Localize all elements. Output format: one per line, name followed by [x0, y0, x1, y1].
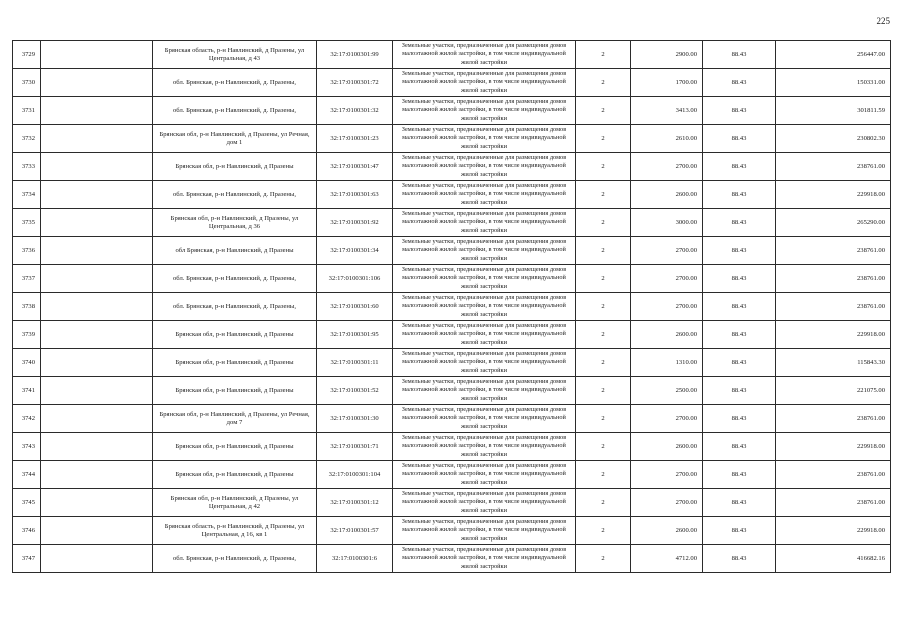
cadastral-value-cell: 238761.00 — [776, 293, 891, 321]
address-cell: Брянская обл, р-н Навлинский, д Празены, ул Центральная, д 42 — [153, 489, 317, 517]
address-cell: обл. Брянская, р-н Навлинский, д. Празены, — [153, 97, 317, 125]
table-row — [13, 433, 891, 461]
group-cell: 2 — [576, 293, 631, 321]
row-number: 3734 — [13, 181, 41, 209]
rate-cell: 88.43 — [703, 41, 776, 69]
row-number: 3733 — [13, 153, 41, 181]
table-row — [13, 125, 891, 153]
cadastral-number-cell: 32:17:0100301:63 — [317, 181, 393, 209]
area-cell: 2700.00 — [631, 265, 703, 293]
address-cell: Брянская обл, р-н Навлинский, д Празены — [153, 349, 317, 377]
cadastral-value-cell: 238761.00 — [776, 265, 891, 293]
address-cell: Брянская обл, р-н Навлинский, д Празены — [153, 153, 317, 181]
spacer-cell — [41, 377, 153, 405]
address-cell: обл. Брянская, р-н Навлинский, д. Празены, — [153, 293, 317, 321]
table-row — [13, 237, 891, 265]
area-cell: 2700.00 — [631, 293, 703, 321]
land-purpose-cell: Земельные участки, предназначенные для размещения домов малоэтажной жилой застройки, в том числе индивидуальной жилой застройки — [393, 97, 576, 125]
area-cell: 2700.00 — [631, 153, 703, 181]
rate-cell: 88.43 — [703, 237, 776, 265]
cadastral-value-cell: 150331.00 — [776, 69, 891, 97]
page-number: 225 — [876, 16, 890, 26]
area-cell: 2700.00 — [631, 405, 703, 433]
land-purpose-cell: Земельные участки, предназначенные для размещения домов малоэтажной жилой застройки, в том числе индивидуальной жилой застройки — [393, 489, 576, 517]
row-number: 3739 — [13, 321, 41, 349]
address-cell: Брянская обл, р-н Навлинский, д Празены — [153, 433, 317, 461]
rate-cell: 88.43 — [703, 433, 776, 461]
row-number: 3736 — [13, 237, 41, 265]
table-row — [13, 265, 891, 293]
cadastral-number-cell: 32:17:0100301:72 — [317, 69, 393, 97]
area-cell: 2600.00 — [631, 433, 703, 461]
rate-cell: 88.43 — [703, 265, 776, 293]
cadastral-value-cell: 229918.00 — [776, 517, 891, 545]
land-purpose-cell: Земельные участки, предназначенные для размещения домов малоэтажной жилой застройки, в том числе индивидуальной жилой застройки — [393, 377, 576, 405]
cadastral-value-cell: 256447.00 — [776, 41, 891, 69]
cadastral-number-cell: 32:17:0100301:11 — [317, 349, 393, 377]
table-row — [13, 461, 891, 489]
row-number: 3743 — [13, 433, 41, 461]
rate-cell: 88.43 — [703, 377, 776, 405]
spacer-cell — [41, 41, 153, 69]
spacer-cell — [41, 433, 153, 461]
group-cell: 2 — [576, 125, 631, 153]
table-row — [13, 321, 891, 349]
spacer-cell — [41, 69, 153, 97]
row-number: 3731 — [13, 97, 41, 125]
cadastral-number-cell: 32:17:0100301:104 — [317, 461, 393, 489]
rate-cell: 88.43 — [703, 125, 776, 153]
spacer-cell — [41, 153, 153, 181]
cadastral-value-cell: 265290.00 — [776, 209, 891, 237]
cadastral-number-cell: 32:17:0100301:34 — [317, 237, 393, 265]
rate-cell: 88.43 — [703, 69, 776, 97]
land-purpose-cell: Земельные участки, предназначенные для размещения домов малоэтажной жилой застройки, в том числе индивидуальной жилой застройки — [393, 181, 576, 209]
cadastral-value-cell: 238761.00 — [776, 489, 891, 517]
row-number: 3741 — [13, 377, 41, 405]
row-number: 3729 — [13, 41, 41, 69]
table-row — [13, 349, 891, 377]
cadastral-value-cell: 238761.00 — [776, 461, 891, 489]
rate-cell: 88.43 — [703, 209, 776, 237]
spacer-cell — [41, 489, 153, 517]
row-number: 3746 — [13, 517, 41, 545]
land-purpose-cell: Земельные участки, предназначенные для размещения домов малоэтажной жилой застройки, в том числе индивидуальной жилой застройки — [393, 265, 576, 293]
land-purpose-cell: Земельные участки, предназначенные для размещения домов малоэтажной жилой застройки, в том числе индивидуальной жилой застройки — [393, 433, 576, 461]
cadastral-number-cell: 32:17:0100301:52 — [317, 377, 393, 405]
table-row — [13, 545, 891, 573]
rate-cell: 88.43 — [703, 97, 776, 125]
table-row — [13, 209, 891, 237]
group-cell: 2 — [576, 321, 631, 349]
rate-cell: 88.43 — [703, 461, 776, 489]
cadastral-value-cell: 221075.00 — [776, 377, 891, 405]
group-cell: 2 — [576, 545, 631, 573]
spacer-cell — [41, 517, 153, 545]
cadastral-value-cell: 229918.00 — [776, 181, 891, 209]
spacer-cell — [41, 461, 153, 489]
area-cell: 1700.00 — [631, 69, 703, 97]
area-cell: 2500.00 — [631, 377, 703, 405]
table-row — [13, 41, 891, 69]
table-row — [13, 377, 891, 405]
row-number: 3745 — [13, 489, 41, 517]
cadastral-number-cell: 32:17:0100301:47 — [317, 153, 393, 181]
table-row — [13, 97, 891, 125]
area-cell: 2700.00 — [631, 461, 703, 489]
cadastral-number-cell: 32:17:0100301:92 — [317, 209, 393, 237]
row-number: 3730 — [13, 69, 41, 97]
cadastral-number-cell: 32:17:0100301:32 — [317, 97, 393, 125]
spacer-cell — [41, 237, 153, 265]
spacer-cell — [41, 125, 153, 153]
area-cell: 1310.00 — [631, 349, 703, 377]
address-cell: обл Брянская, р-н Навлинский, д Празены — [153, 237, 317, 265]
row-number: 3732 — [13, 125, 41, 153]
cadastral-value-cell: 301811.59 — [776, 97, 891, 125]
address-cell: обл. Брянская, р-н Навлинский, д. Празены, — [153, 69, 317, 97]
cadastral-number-cell: 32:17:0100301:106 — [317, 265, 393, 293]
rate-cell: 88.43 — [703, 181, 776, 209]
area-cell: 2600.00 — [631, 321, 703, 349]
group-cell: 2 — [576, 461, 631, 489]
land-purpose-cell: Земельные участки, предназначенные для размещения домов малоэтажной жилой застройки, в том числе индивидуальной жилой застройки — [393, 405, 576, 433]
rate-cell: 88.43 — [703, 405, 776, 433]
table-row — [13, 405, 891, 433]
spacer-cell — [41, 265, 153, 293]
cadastral-number-cell: 32:17:0100301:60 — [317, 293, 393, 321]
rate-cell: 88.43 — [703, 489, 776, 517]
row-number: 3735 — [13, 209, 41, 237]
land-purpose-cell: Земельные участки, предназначенные для размещения домов малоэтажной жилой застройки, в том числе индивидуальной жилой застройки — [393, 153, 576, 181]
rate-cell: 88.43 — [703, 517, 776, 545]
group-cell: 2 — [576, 209, 631, 237]
group-cell: 2 — [576, 97, 631, 125]
table-row — [13, 69, 891, 97]
area-cell: 2600.00 — [631, 517, 703, 545]
area-cell: 2600.00 — [631, 181, 703, 209]
cadastral-value-cell: 230802.30 — [776, 125, 891, 153]
land-registry-table — [12, 40, 891, 573]
table-row — [13, 489, 891, 517]
table-body — [13, 41, 891, 573]
row-number: 3747 — [13, 545, 41, 573]
group-cell: 2 — [576, 349, 631, 377]
group-cell: 2 — [576, 377, 631, 405]
spacer-cell — [41, 181, 153, 209]
group-cell: 2 — [576, 517, 631, 545]
area-cell: 2610.00 — [631, 125, 703, 153]
group-cell: 2 — [576, 405, 631, 433]
land-purpose-cell: Земельные участки, предназначенные для размещения домов малоэтажной жилой застройки, в том числе индивидуальной жилой застройки — [393, 41, 576, 69]
table-row — [13, 153, 891, 181]
cadastral-value-cell: 238761.00 — [776, 237, 891, 265]
address-cell: Брянская обл, р-н Навлинский, д Празены, ул Центральная, д 36 — [153, 209, 317, 237]
spacer-cell — [41, 293, 153, 321]
address-cell: Брянская обл, р-н Навлинский, д Празены — [153, 377, 317, 405]
row-number: 3744 — [13, 461, 41, 489]
rate-cell: 88.43 — [703, 545, 776, 573]
rate-cell: 88.43 — [703, 153, 776, 181]
cadastral-number-cell: 32:17:0100301:99 — [317, 41, 393, 69]
spacer-cell — [41, 545, 153, 573]
row-number: 3737 — [13, 265, 41, 293]
cadastral-value-cell: 115843.30 — [776, 349, 891, 377]
address-cell: Брянская обл, р-н Навлинский, д Празены — [153, 461, 317, 489]
spacer-cell — [41, 209, 153, 237]
land-purpose-cell: Земельные участки, предназначенные для размещения домов малоэтажной жилой застройки, в том числе индивидуальной жилой застройки — [393, 237, 576, 265]
land-purpose-cell: Земельные участки, предназначенные для размещения домов малоэтажной жилой застройки, в том числе индивидуальной жилой застройки — [393, 69, 576, 97]
row-number: 3738 — [13, 293, 41, 321]
area-cell: 3000.00 — [631, 209, 703, 237]
rate-cell: 88.43 — [703, 321, 776, 349]
area-cell: 2900.00 — [631, 41, 703, 69]
cadastral-number-cell: 32:17:0100301:6 — [317, 545, 393, 573]
land-purpose-cell: Земельные участки, предназначенные для размещения домов малоэтажной жилой застройки, в том числе индивидуальной жилой застройки — [393, 321, 576, 349]
group-cell: 2 — [576, 153, 631, 181]
spacer-cell — [41, 349, 153, 377]
cadastral-number-cell: 32:17:0100301:12 — [317, 489, 393, 517]
area-cell: 3413.00 — [631, 97, 703, 125]
table-row — [13, 181, 891, 209]
land-purpose-cell: Земельные участки, предназначенные для размещения домов малоэтажной жилой застройки, в том числе индивидуальной жилой застройки — [393, 517, 576, 545]
land-purpose-cell: Земельные участки, предназначенные для размещения домов малоэтажной жилой застройки, в том числе индивидуальной жилой застройки — [393, 125, 576, 153]
land-purpose-cell: Земельные участки, предназначенные для размещения домов малоэтажной жилой застройки, в том числе индивидуальной жилой застройки — [393, 293, 576, 321]
row-number: 3742 — [13, 405, 41, 433]
land-purpose-cell: Земельные участки, предназначенные для размещения домов малоэтажной жилой застройки, в том числе индивидуальной жилой застройки — [393, 545, 576, 573]
area-cell: 2700.00 — [631, 237, 703, 265]
cadastral-value-cell: 416682.16 — [776, 545, 891, 573]
address-cell: обл. Брянская, р-н Навлинский, д. Празены, — [153, 545, 317, 573]
cadastral-value-cell: 238761.00 — [776, 405, 891, 433]
group-cell: 2 — [576, 433, 631, 461]
group-cell: 2 — [576, 237, 631, 265]
group-cell: 2 — [576, 489, 631, 517]
address-cell: Брянская обл, р-н Навлинский, д Празены — [153, 321, 317, 349]
group-cell: 2 — [576, 265, 631, 293]
table-row — [13, 517, 891, 545]
spacer-cell — [41, 97, 153, 125]
address-cell: обл. Брянская, р-н Навлинский, д. Празены, — [153, 181, 317, 209]
area-cell: 2700.00 — [631, 489, 703, 517]
cadastral-value-cell: 229918.00 — [776, 321, 891, 349]
cadastral-value-cell: 229918.00 — [776, 433, 891, 461]
address-cell: обл. Брянская, р-н Навлинский, д. Празены, — [153, 265, 317, 293]
cadastral-number-cell: 32:17:0100301:95 — [317, 321, 393, 349]
spacer-cell — [41, 321, 153, 349]
land-purpose-cell: Земельные участки, предназначенные для размещения домов малоэтажной жилой застройки, в том числе индивидуальной жилой застройки — [393, 349, 576, 377]
address-cell: Брянская обл, р-н Навлинский, д Празены, ул Речная, дом 1 — [153, 125, 317, 153]
rate-cell: 88.43 — [703, 293, 776, 321]
group-cell: 2 — [576, 181, 631, 209]
cadastral-number-cell: 32:17:0100301:71 — [317, 433, 393, 461]
land-purpose-cell: Земельные участки, предназначенные для размещения домов малоэтажной жилой застройки, в том числе индивидуальной жилой застройки — [393, 461, 576, 489]
address-cell: Брянская обл, р-н Навлинский, д Празены, ул Речная, дом 7 — [153, 405, 317, 433]
cadastral-number-cell: 32:17:0100301:57 — [317, 517, 393, 545]
land-purpose-cell: Земельные участки, предназначенные для размещения домов малоэтажной жилой застройки, в том числе индивидуальной жилой застройки — [393, 209, 576, 237]
address-cell: Брянская область, р-н Навлинский, д Празены, ул Центральная, д 43 — [153, 41, 317, 69]
row-number: 3740 — [13, 349, 41, 377]
group-cell: 2 — [576, 41, 631, 69]
address-cell: Брянская область, р-н Навлинский, д Празены, ул Центральная, д 16, кв 1 — [153, 517, 317, 545]
table-row — [13, 293, 891, 321]
cadastral-value-cell: 238761.00 — [776, 153, 891, 181]
area-cell: 4712.00 — [631, 545, 703, 573]
group-cell: 2 — [576, 69, 631, 97]
cadastral-number-cell: 32:17:0100301:23 — [317, 125, 393, 153]
rate-cell: 88.43 — [703, 349, 776, 377]
cadastral-number-cell: 32:17:0100301:30 — [317, 405, 393, 433]
spacer-cell — [41, 405, 153, 433]
